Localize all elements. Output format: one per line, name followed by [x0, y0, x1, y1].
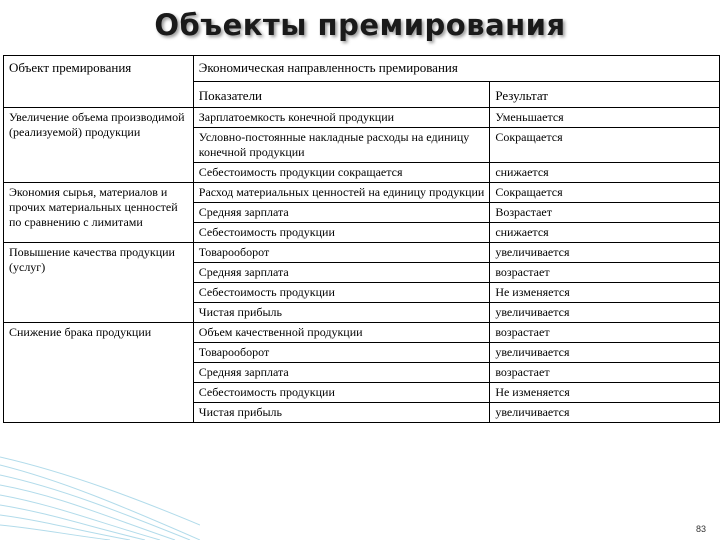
result-cell: снижается: [490, 163, 720, 183]
indicator-cell: Объем качественной продукции: [193, 323, 490, 343]
bonus-objects-table: [3, 55, 720, 423]
result-cell: Не изменяется: [490, 283, 720, 303]
indicator-cell: Себестоимость продукции: [193, 223, 490, 243]
object-cell: Увеличение объема производимой (реализуемой) продукции: [4, 108, 194, 183]
result-cell: возрастает: [490, 263, 720, 283]
decorative-corner-lines: [0, 455, 200, 540]
indicator-cell: Чистая прибыль: [193, 303, 490, 323]
result-cell: увеличивается: [490, 243, 720, 263]
indicator-cell: Товарооборот: [193, 343, 490, 363]
result-cell: Сокращается: [490, 183, 720, 203]
indicator-cell: Чистая прибыль: [193, 403, 490, 423]
indicator-cell: Себестоимость продукции: [193, 283, 490, 303]
result-cell: снижается: [490, 223, 720, 243]
object-cell: Экономия сырья, материалов и прочих материальных ценностей по сравнению с лимитами: [4, 183, 194, 243]
table-row: [4, 108, 720, 128]
table-row: [4, 243, 720, 263]
object-cell: Снижение брака продукции: [4, 323, 194, 423]
object-cell: Повышение качества продукции (услуг): [4, 243, 194, 323]
result-cell: Возрастает: [490, 203, 720, 223]
result-cell: Сокращается: [490, 128, 720, 163]
indicator-cell: Зарплатоемкость конечной продукции: [193, 108, 490, 128]
indicator-cell: Расход материальных ценностей на единицу продукции: [193, 183, 490, 203]
header-economic-direction: Экономическая направленность премирования: [193, 56, 719, 82]
header-object: Объект премирования: [4, 56, 194, 108]
indicator-cell: Средняя зарплата: [193, 203, 490, 223]
table-row: [4, 183, 720, 203]
result-cell: увеличивается: [490, 403, 720, 423]
indicator-cell: Средняя зарплата: [193, 263, 490, 283]
result-cell: Не изменяется: [490, 383, 720, 403]
result-cell: возрастает: [490, 363, 720, 383]
result-cell: увеличивается: [490, 343, 720, 363]
result-cell: увеличивается: [490, 303, 720, 323]
result-cell: Уменьшается: [490, 108, 720, 128]
result-cell: возрастает: [490, 323, 720, 343]
header-result: Результат: [490, 82, 720, 108]
page-number: 83: [695, 524, 706, 534]
table-row: [4, 323, 720, 343]
indicator-cell: Себестоимость продукции сокращается: [193, 163, 490, 183]
header-indicators: Показатели: [193, 82, 490, 108]
indicator-cell: Средняя зарплата: [193, 363, 490, 383]
indicator-cell: Условно-постоянные накладные расходы на единицу конечной продукции: [193, 128, 490, 163]
indicator-cell: Себестоимость продукции: [193, 383, 490, 403]
slide-title: Объекты премирования: [154, 8, 566, 42]
indicator-cell: Товарооборот: [193, 243, 490, 263]
